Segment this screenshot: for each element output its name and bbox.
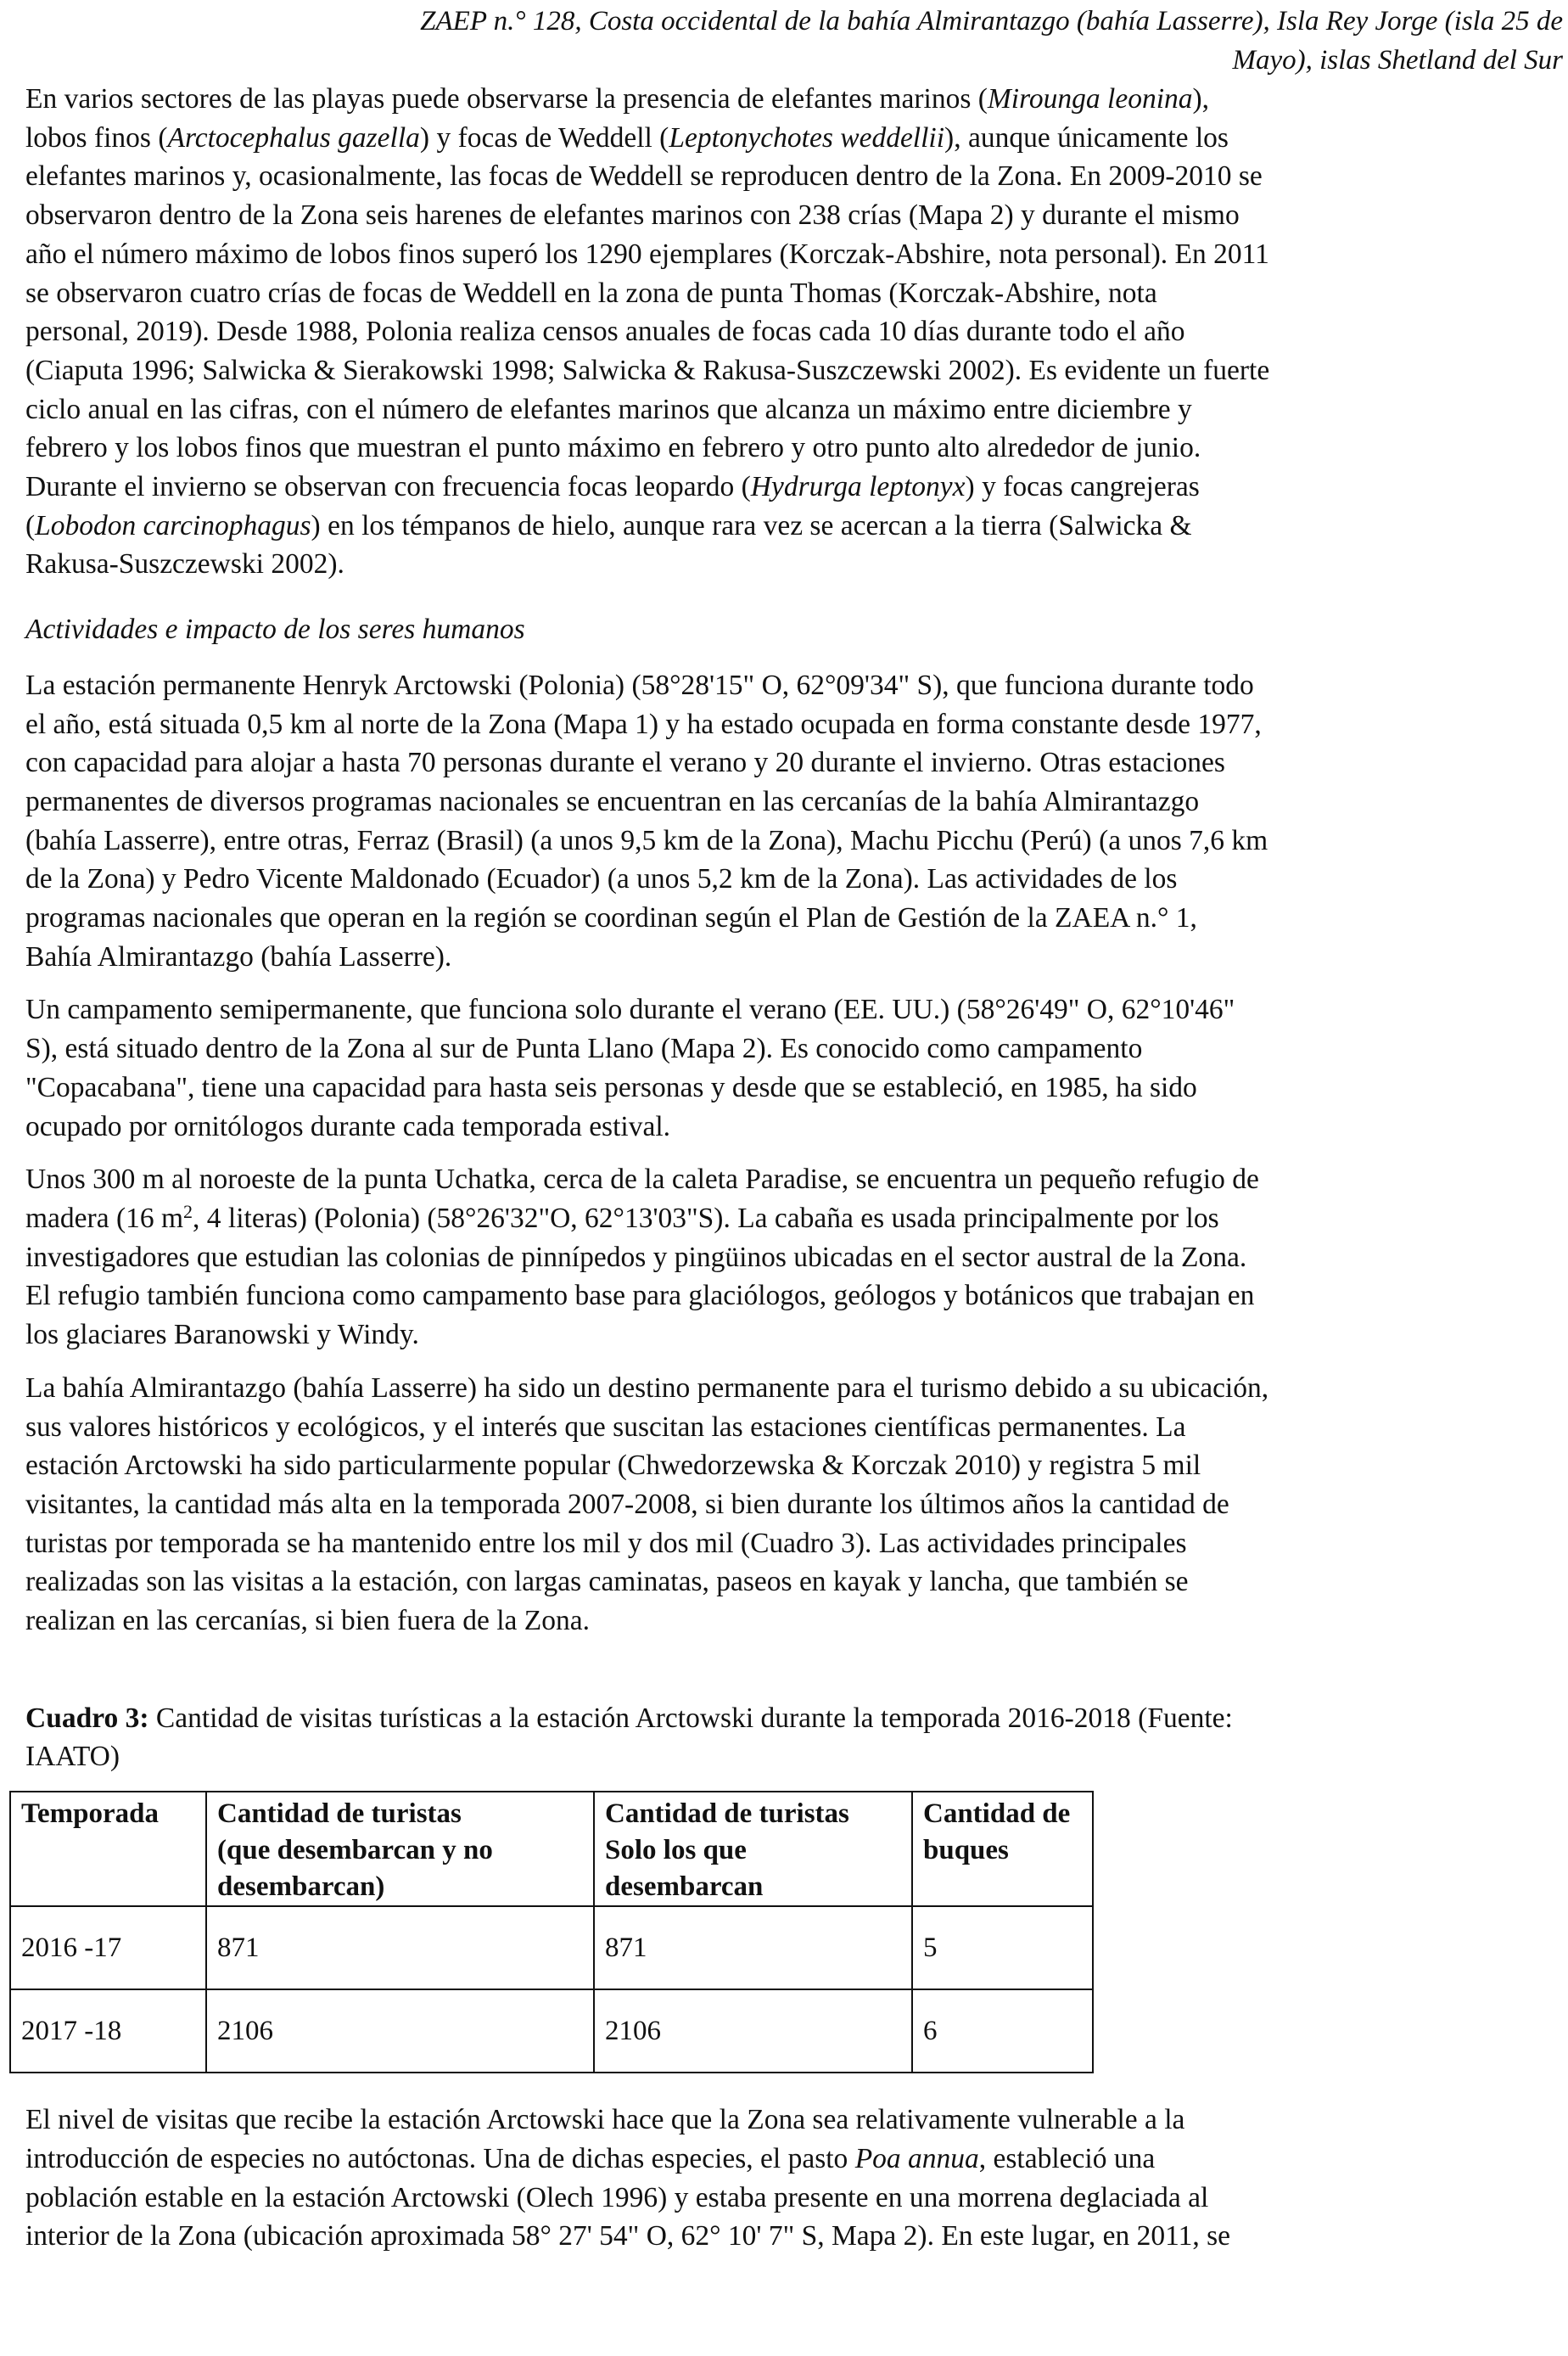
text-line: La bahía Almirantazgo (bahía Lasserre) ha sido un destino permanente para el turismo debido a su ubicación, <box>25 1372 1269 1404</box>
text-line: madera (16 $m^2$, 4 literas) (Polonia) (58°26'32"O, 62°13'03"S). La cabaña es usada principalmente por los <box>25 1200 1219 1234</box>
text-line: febrero y los lobos finos que muestran el punto máximo en febrero y otro punto alto alrededor de junio. <box>25 432 1201 464</box>
caption-label: Cuadro 3: <box>25 1702 149 1734</box>
table-cell: 871 <box>206 1906 594 1989</box>
species-name: Arctocephalus gazella <box>167 121 420 154</box>
text-line: ciclo anual en las cifras, con el número de elefantes marinos que alcanza un máximo entre diciembre y <box>25 393 1192 425</box>
column-header-ships: Cantidad de buques <box>912 1792 1093 1906</box>
text-line: Un campamento semipermanente, que funciona solo durante el verano (EE. UU.) (58°26'49" O, 62°10'46" <box>25 994 1235 1026</box>
species-name: Leptonychotes weddellii <box>669 121 945 154</box>
superscript: 2 <box>183 1200 193 1222</box>
column-header-season: Temporada <box>10 1792 206 1906</box>
table-cell: 2016 -17 <box>10 1906 206 1989</box>
text-line: Rakusa-Suszczewski 2002). <box>25 548 344 581</box>
text-line: IAATO) <box>25 1741 120 1773</box>
text-line: introducción de especies no autóctonas. Una de dichas especies, el pasto Poa annua, estableció una <box>25 2142 1156 2174</box>
text-line: (bahía Lasserre), entre otras, Ferraz (Brasil) (a unos 9,5 km de la Zona), Machu Picchu (Perú) (a unos 7,6 km <box>25 824 1268 856</box>
text-line: investigadores que estudian las colonias de pinnípedos y pingüinos ubicadas en el sector austral de la Zona. <box>25 1241 1247 1273</box>
paragraph-seals <box>25 80 1563 584</box>
table-row <box>10 1989 1093 2073</box>
text-line: El nivel de visitas que recibe la estación Arctowski hace que la Zona sea relativamente vulnerable a la <box>25 2104 1185 2136</box>
table-cell: 5 <box>912 1906 1093 1989</box>
text-line: Unos 300 m al noroeste de la punta Uchatka, cerca de la caleta Paradise, se encuentra un pequeño refugio de <box>25 1164 1259 1196</box>
text-line: con capacidad para alojar a hasta 70 personas durante el verano y 20 durante el invierno. Otras estaciones <box>25 747 1225 779</box>
document-page <box>21 0 1563 2256</box>
table-row <box>10 1906 1093 1989</box>
text-line: de la Zona) y Pedro Vicente Maldonado (Ecuador) (a unos 5,2 km de la Zona). Las actividades de los <box>25 863 1178 895</box>
text-line: Bahía Almirantazgo (bahía Lasserre). <box>25 940 452 973</box>
text-line: En varios sectores de las playas puede observarse la presencia de elefantes marinos (Mirounga leonina), <box>25 83 1210 115</box>
table-cell: 6 <box>912 1989 1093 2073</box>
table-cell: 2106 <box>206 1989 594 2073</box>
tourism-visits-table <box>9 1791 1094 2073</box>
running-header <box>25 2 1563 80</box>
text-line: (Lobodon carcinophagus) en los témpanos de hielo, aunque rara vez se acercan a la tierra (Salwicka & <box>25 509 1192 541</box>
text-line: S), está situado dentro de la Zona al sur de Punta Llano (Mapa 2). Es conocido como campamento <box>25 1033 1143 1065</box>
paragraph-arctowski-station <box>25 666 1563 977</box>
paragraph-invasive-species <box>25 2101 1563 2256</box>
text-line: La estación permanente Henryk Arctowski (Polonia) (58°28'15" O, 62°09'34" S), que funciona durante todo <box>25 669 1254 701</box>
text-line: elefantes marinos y, ocasionalmente, las focas de Weddell se reproducen dentro de la Zona. En 2009-2010 se <box>25 160 1263 193</box>
paragraph-copacabana-camp <box>25 990 1563 1146</box>
text-line: "Copacabana", tiene una capacidad para hasta seis personas y desde que se estableció, en 1985, ha sido <box>25 1071 1197 1103</box>
species-name: Lobodon carcinophagus <box>35 509 311 541</box>
species-name: Hydrurga leptonyx <box>750 471 966 503</box>
table-cell: 2017 -18 <box>10 1989 206 2073</box>
species-name: Mirounga leonina <box>987 83 1193 115</box>
column-header-total-tourists: Cantidad de turistas (que desembarcan y no desembarcan) <box>206 1792 594 1906</box>
section-heading: Actividades e impacto de los seres humanos <box>25 614 525 646</box>
species-name: Poa annua <box>854 2142 979 2174</box>
text-line: estación Arctowski ha sido particularmente popular (Chwedorzewska & Korczak 2010) y registra 5 mil <box>25 1450 1201 1482</box>
table-cell: 2106 <box>594 1989 912 2073</box>
text-line: Durante el invierno se observan con frecuencia focas leopardo (Hydrurga leptonyx) y focas cangrejeras <box>25 471 1200 503</box>
text-line: lobos finos (Arctocephalus gazella) y focas de Weddell (Leptonychotes weddellii), aunque únicamente los <box>25 121 1229 154</box>
table-header-row <box>10 1792 1093 1906</box>
text-line: realizan en las cercanías, si bien fuera de la Zona. <box>25 1605 590 1637</box>
column-header-landed-tourists: Cantidad de turistas Solo los que desembarcan <box>594 1792 912 1906</box>
text-line: población estable en la estación Arctowski (Olech 1996) y estaba presente en una morrena deglaciada al <box>25 2181 1209 2213</box>
text-line: (Ciaputa 1996; Salwicka & Sierakowski 1998; Salwicka & Rakusa-Suszczewski 2002). Es evidente un fuerte <box>25 354 1270 386</box>
text-line: turistas por temporada se ha mantenido entre los mil y dos mil (Cuadro 3). Las actividades principales <box>25 1527 1187 1559</box>
text-line: año el número máximo de lobos finos superó los 1290 ejemplares (Korczak-Abshire, nota personal). En 2011 <box>25 238 1269 270</box>
text-line: el año, está situada 0,5 km al norte de la Zona (Mapa 1) y ha estado ocupada en forma constante desde 1977, <box>25 708 1262 740</box>
text-line: visitantes, la cantidad más alta en la temporada 2007-2008, si bien durante los últimos años la cantidad de <box>25 1488 1229 1520</box>
text-line: interior de la Zona (ubicación aproximada 58° 27' 54" O, 62° 10' 7" S, Mapa 2). En este lugar, en 2011, se <box>25 2220 1231 2252</box>
text-line: Cuadro 3: Cantidad de visitas turísticas a la estación Arctowski durante la temporada 2016-2018 (Fuente: <box>25 1702 1233 1734</box>
table-cell: 871 <box>594 1906 912 1989</box>
paragraph-refuge <box>25 1160 1563 1355</box>
text-line: sus valores históricos y ecológicos, y el interés que suscitan las estaciones científicas permanentes. La <box>25 1411 1186 1443</box>
paragraph-tourism <box>25 1369 1563 1641</box>
text-line: programas nacionales que operan en la región se coordinan según el Plan de Gestión de la ZAEA n.° 1, <box>25 902 1197 934</box>
text-line: El refugio también funciona como campamento base para glaciólogos, geólogos y botánicos que trabajan en <box>25 1280 1255 1312</box>
text-line: permanentes de diversos programas nacionales se encuentran en las cercanías de la bahía Almirantazgo <box>25 785 1200 817</box>
text-line: personal, 2019). Desde 1988, Polonia realiza censos anuales de focas cada 10 días durante todo el año <box>25 316 1185 348</box>
running-header-line-2: Mayo), islas Shetland del Sur <box>1232 45 1563 76</box>
table-caption <box>25 1699 1563 1776</box>
text-line: los glaciares Baranowski y Windy. <box>25 1319 419 1351</box>
running-header-line-1: ZAEP n.° 128, Costa occidental de la bahía Almirantazgo (bahía Lasserre), Isla Rey Jorge (isla 25 de <box>420 6 1563 36</box>
text-line: se observaron cuatro crías de focas de Weddell en la zona de punta Thomas (Korczak-Abshire, nota <box>25 277 1157 309</box>
text-line: ocupado por ornitólogos durante cada temporada estival. <box>25 1110 671 1142</box>
text-line: observaron dentro de la Zona seis harenes de elefantes marinos con 238 crías (Mapa 2) y durante el mismo <box>25 199 1240 232</box>
text-line: realizadas son las visitas a la estación, con largas caminatas, paseos en kayak y lancha, que también se <box>25 1566 1189 1598</box>
